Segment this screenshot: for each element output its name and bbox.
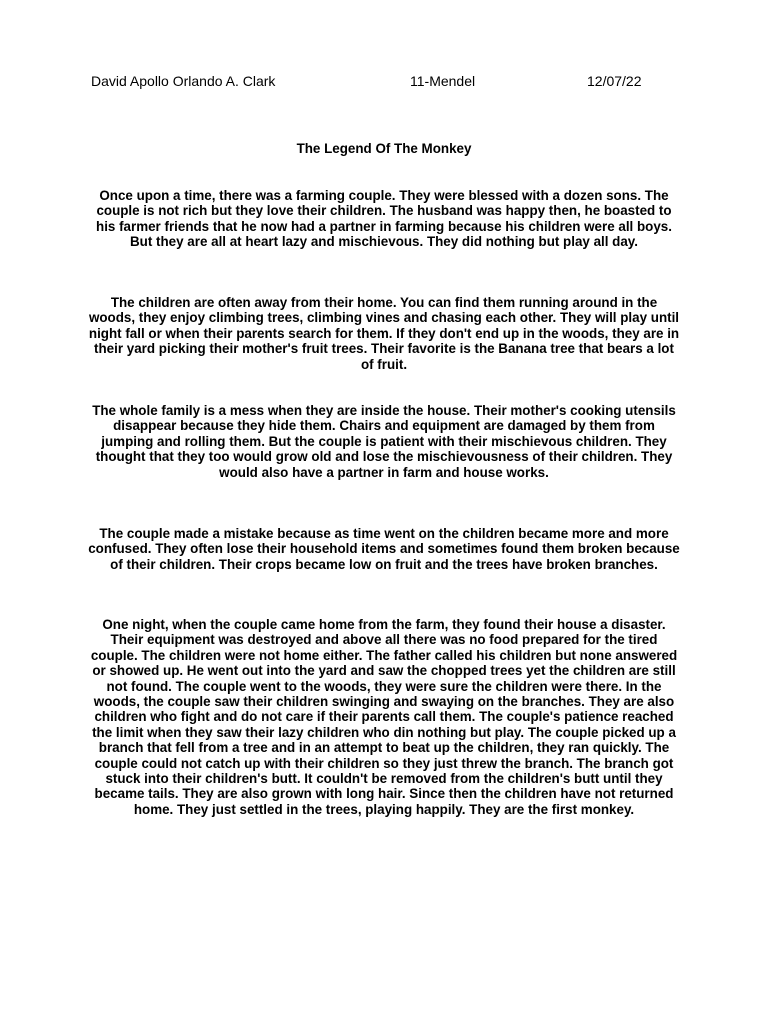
paragraph-5: One night, when the couple came home from the farm, they found their house a disaster. Their equipment was destroyed and above all there was no food prepared for the tired couple. The children were not home either. The father called his children but none answered or showed up. He went out into the yard and saw the chopped trees yet the children are still not found. The couple went to the woods, they were sure the children were there. In the woods, the couple saw their children swinging and swaying on the branches. They are also children who fight and do not care if their parents call them. The couple's patience reached the limit when they saw their lazy children who din nothing but play. The couple picked up a branch that fell from a tree and in an attempt to beat up the children, they ran quickly. The couple could not catch up with their children so they just threw the branch. The branch got stuck into their children's butt. It couldn't be removed from the children's butt until they became tails. They are also grown with long hair. Since then the children have not returned home. They just settled in the trees, playing happily. They are the first monkey. <box>90 617 678 817</box>
paragraph-1: Once upon a time, there was a farming couple. They were blessed with a dozen sons. The couple is not rich but they love their children. The husband was happy then, he boasted to his farmer friends that he now had a partner in farming because his children were all boys. But they are all at heart lazy and mischievous. They did nothing but play all day. <box>96 188 672 250</box>
author-name: David Apollo Orlando A. Clark <box>91 73 276 89</box>
document-title: The Legend Of The Monkey <box>296 141 472 156</box>
document-header <box>0 72 768 90</box>
paragraph-4: The couple made a mistake because as time went on the children became more and more confused. They often lose their household items and sometimes found them broken because of their children. Their crops became low on fruit and the trees have broken branches. <box>88 526 680 572</box>
paragraph-2: The children are often away from their home. You can find them running around in the woods, they enjoy climbing trees, climbing vines and chasing each other. They will play until night fall or when their parents search for them. If they don't end up in the woods, they are in their yard picking their mother's fruit trees. Their favorite is the Banana tree that bears a lot of fruit. <box>88 295 680 372</box>
section-name: 11-Mendel <box>410 73 476 89</box>
paragraph-3: The whole family is a mess when they are inside the house. Their mother's cooking utensils disappear because they hide them. Chairs and equipment are damaged by them from jumping and rolling them. But the couple is patient with their mischievous children. They thought that they too would grow old and lose the mischievousness of their children. They would also have a partner in farm and house works. <box>92 403 676 480</box>
document-date: 12/07/22 <box>587 73 642 89</box>
